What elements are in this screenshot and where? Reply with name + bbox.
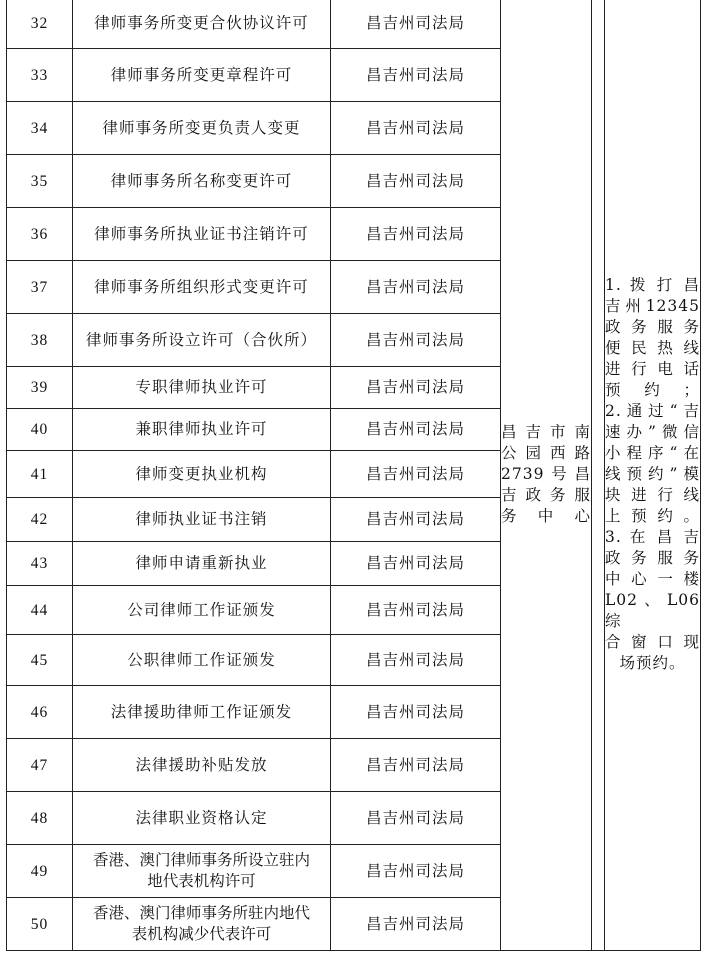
service-item: 法律援助律师工作证颁发	[73, 686, 331, 739]
address-line: 吉政务服	[501, 486, 591, 504]
row-number: 50	[7, 898, 73, 951]
service-item: 律师事务所变更合伙协议许可	[73, 0, 331, 49]
service-item: 律师事务所组织形式变更许可	[73, 261, 331, 314]
department: 昌吉州司法局	[331, 49, 501, 102]
department: 昌吉州司法局	[331, 845, 501, 898]
service-table	[6, 0, 701, 951]
booking-line: 块 进 行 线	[605, 486, 700, 504]
address-line: 公园西路	[501, 444, 591, 462]
service-item: 公职律师工作证颁发	[73, 635, 331, 686]
row-number: 45	[7, 635, 73, 686]
row-number: 37	[7, 261, 73, 314]
service-item: 律师事务所名称变更许可	[73, 155, 331, 208]
service-item: 律师变更执业机构	[73, 451, 331, 498]
booking-line: 便 民 热 线	[605, 339, 700, 357]
row-number: 39	[7, 367, 73, 409]
row-number: 42	[7, 498, 73, 542]
service-item: 专职律师执业许可	[73, 367, 331, 409]
department: 昌吉州司法局	[331, 314, 501, 367]
booking-line: 合 窗 口 现	[605, 633, 700, 651]
department: 昌吉州司法局	[331, 792, 501, 845]
row-number: 40	[7, 409, 73, 451]
service-item: 公司律师工作证颁发	[73, 586, 331, 635]
row-number: 43	[7, 542, 73, 586]
row-number: 47	[7, 739, 73, 792]
row-number: 34	[7, 102, 73, 155]
service-item: 律师事务所变更负责人变更	[73, 102, 331, 155]
booking-line: 速办”微信	[605, 423, 700, 441]
booking-line: 吉州12345	[605, 297, 700, 315]
booking-line: 上 预 约 。	[605, 507, 700, 525]
booking-line: 政 务 服 务	[605, 549, 700, 567]
booking-line: 2.通过“吉	[605, 402, 700, 420]
department: 昌吉州司法局	[331, 409, 501, 451]
empty-column	[592, 0, 605, 951]
department: 昌吉州司法局	[331, 739, 501, 792]
row-number: 38	[7, 314, 73, 367]
row-number: 35	[7, 155, 73, 208]
service-item: 律师事务所执业证书注销许可	[73, 208, 331, 261]
service-item: 律师申请重新执业	[73, 542, 331, 586]
row-number: 49	[7, 845, 73, 898]
service-item: 律师执业证书注销	[73, 498, 331, 542]
row-number: 32	[7, 0, 73, 49]
row-number: 33	[7, 49, 73, 102]
row-number: 48	[7, 792, 73, 845]
booking-line: 中 心 一 楼	[605, 570, 700, 588]
row-number: 46	[7, 686, 73, 739]
department: 昌吉州司法局	[331, 367, 501, 409]
booking-line: 3. 在 昌 吉	[605, 528, 700, 546]
service-item-line: 香港、澳门律师事务所设立驻内	[92, 851, 310, 869]
department: 昌吉州司法局	[331, 586, 501, 635]
service-address	[501, 0, 592, 951]
department: 昌吉州司法局	[331, 898, 501, 951]
department: 昌吉州司法局	[331, 208, 501, 261]
department: 昌吉州司法局	[331, 155, 501, 208]
service-item: 法律援助补贴发放	[73, 739, 331, 792]
booking-method	[605, 0, 701, 951]
department: 昌吉州司法局	[331, 0, 501, 49]
department: 昌吉州司法局	[331, 261, 501, 314]
service-item: 律师事务所设立许可（合伙所）	[73, 314, 331, 367]
service-item-line: 地代表机构许可	[147, 872, 256, 890]
row-number: 41	[7, 451, 73, 498]
address-line: 昌吉市南	[501, 423, 591, 441]
booking-line: 线预约”模	[605, 465, 700, 483]
booking-line: 政 务 服 务	[605, 318, 700, 336]
row-number: 36	[7, 208, 73, 261]
booking-line: 预 约 ；	[605, 381, 700, 399]
booking-line: 小程序“在	[605, 444, 700, 462]
department: 昌吉州司法局	[331, 542, 501, 586]
service-item: 律师事务所变更章程许可	[73, 49, 331, 102]
service-item	[73, 845, 331, 898]
service-item: 法律职业资格认定	[73, 792, 331, 845]
booking-line: 进 行 电 话	[605, 360, 700, 378]
service-item-line: 表机构减少代表许可	[131, 925, 272, 943]
address-line: 务中心	[501, 507, 591, 525]
department: 昌吉州司法局	[331, 498, 501, 542]
booking-line: L02、L06综	[605, 591, 700, 630]
table-row	[7, 0, 701, 49]
booking-line: 场预约。	[619, 654, 686, 672]
row-number: 44	[7, 586, 73, 635]
department: 昌吉州司法局	[331, 635, 501, 686]
service-item: 兼职律师执业许可	[73, 409, 331, 451]
service-item-line: 香港、澳门律师事务所驻内地代	[92, 904, 310, 922]
department: 昌吉州司法局	[331, 686, 501, 739]
department: 昌吉州司法局	[331, 102, 501, 155]
address-line: 2739号昌	[501, 465, 591, 483]
booking-line: 1. 拨 打 昌	[605, 276, 700, 294]
service-item	[73, 898, 331, 951]
department: 昌吉州司法局	[331, 451, 501, 498]
